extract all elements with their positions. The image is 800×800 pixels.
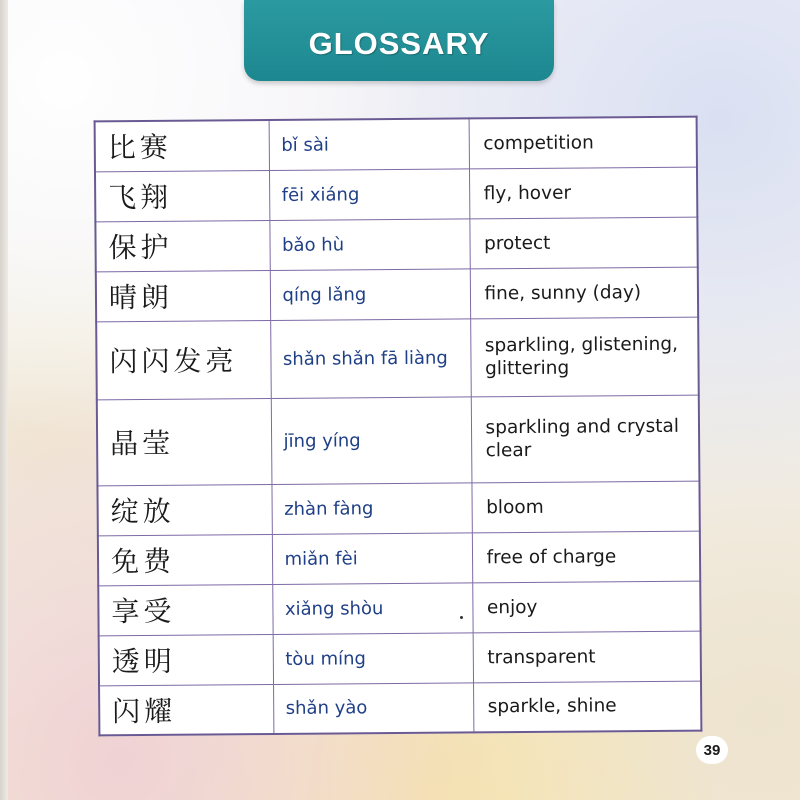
- english-cell: fly, hover: [469, 167, 697, 219]
- page-number: 39: [696, 736, 728, 764]
- glossary-row: [99, 631, 701, 686]
- pinyin-cell: bǎo hù: [269, 218, 469, 270]
- glossary-row: [99, 681, 701, 736]
- english-cell: bloom: [471, 481, 699, 533]
- glossary-row: [95, 167, 697, 222]
- glossary-row: [97, 481, 699, 536]
- glossary-row: [98, 581, 700, 636]
- hanzi-cell: 闪耀: [99, 684, 273, 735]
- pinyin-cell: zhàn fàng: [271, 482, 471, 534]
- english-cell: transparent: [473, 631, 701, 683]
- pinyin-cell: qíng lǎng: [270, 268, 470, 320]
- page-title: GLOSSARY: [308, 25, 490, 61]
- hanzi-cell: 比赛: [95, 120, 269, 171]
- pinyin-cell: fēi xiáng: [269, 168, 469, 220]
- glossary-row: [95, 117, 697, 172]
- pinyin-cell: bǐ sài: [269, 118, 469, 170]
- glossary-row: [98, 531, 700, 586]
- glossary-title-tab: [244, 0, 554, 81]
- page-spine: [0, 0, 8, 800]
- pinyin-cell: jīng yíng: [271, 396, 472, 484]
- pinyin-cell: shǎn yào: [273, 682, 473, 734]
- english-cell: fine, sunny (day): [470, 267, 698, 319]
- hanzi-cell: 晶莹: [97, 398, 272, 485]
- hanzi-cell: 飞翔: [95, 170, 269, 221]
- glossary-row: [96, 317, 699, 400]
- hanzi-cell: 闪闪发亮: [96, 320, 271, 399]
- hanzi-cell: 透明: [99, 634, 273, 685]
- english-cell: protect: [469, 217, 697, 269]
- pinyin-cell: tòu míng: [273, 632, 473, 684]
- english-cell: free of charge: [472, 531, 700, 583]
- glossary-row: [96, 267, 698, 322]
- glossary-table: [94, 116, 703, 737]
- hanzi-cell: 免费: [98, 534, 272, 585]
- hanzi-cell: 保护: [95, 220, 269, 271]
- hanzi-cell: 享受: [98, 584, 272, 635]
- pinyin-cell: xiǎng shòu: [272, 582, 472, 634]
- hanzi-cell: 晴朗: [96, 270, 270, 321]
- hanzi-cell: 绽放: [97, 484, 271, 535]
- ink-speck: [460, 616, 463, 619]
- english-cell: sparkle, shine: [473, 681, 701, 733]
- english-cell: sparkling, glistening, glittering: [470, 317, 699, 397]
- glossary-row: [95, 217, 697, 272]
- english-cell: enjoy: [472, 581, 700, 633]
- pinyin-cell: miǎn fèi: [272, 532, 472, 584]
- english-cell: competition: [469, 117, 697, 169]
- glossary-row: [97, 395, 700, 486]
- pinyin-cell: shǎn shǎn fā liàng: [270, 318, 471, 398]
- english-cell: sparkling and crystal clear: [471, 395, 700, 483]
